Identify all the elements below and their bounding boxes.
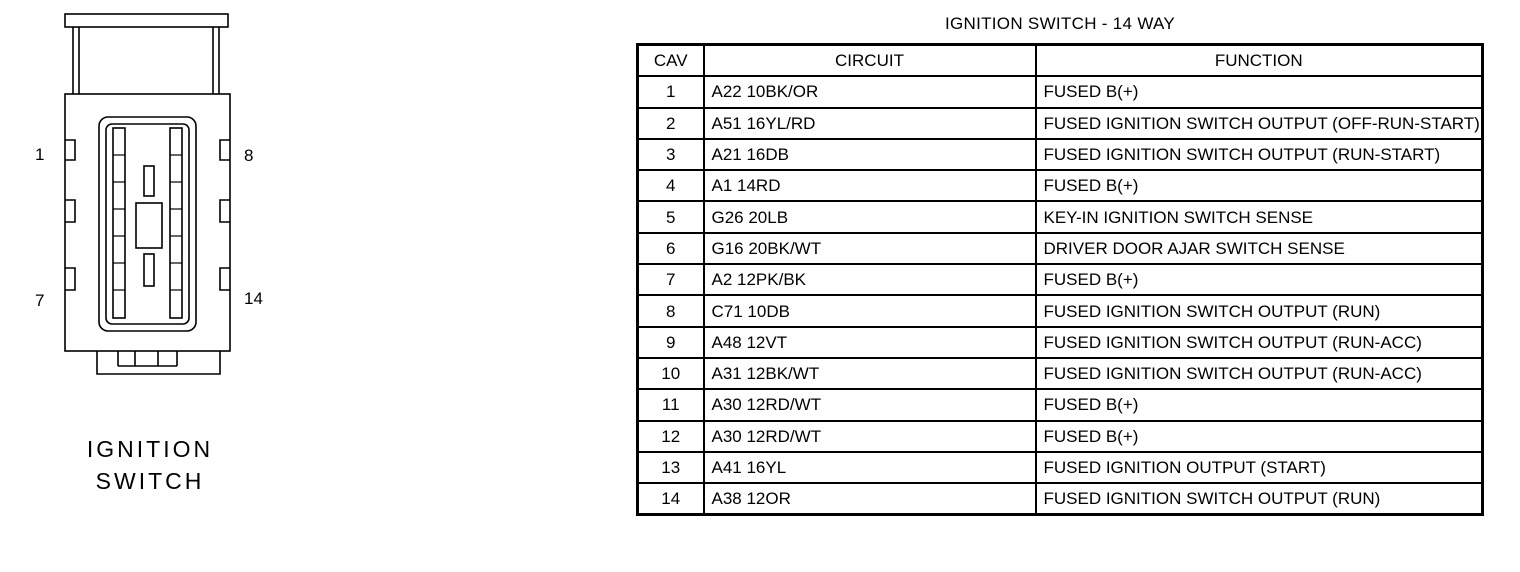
table-row — [638, 201, 1483, 232]
table-row — [638, 264, 1483, 295]
function-cell: FUSED IGNITION SWITCH OUTPUT (RUN) — [1036, 295, 1483, 326]
table-row — [638, 108, 1483, 139]
circuit-cell: A22 10BK/OR — [704, 76, 1036, 107]
table-row — [638, 452, 1483, 483]
cav-cell: 7 — [638, 264, 704, 295]
table-row — [638, 170, 1483, 201]
cav-cell: 8 — [638, 295, 704, 326]
table-header-row — [638, 45, 1483, 77]
ignition-switch-connector-drawing — [0, 0, 320, 400]
connector-name-line2: SWITCH — [95, 468, 205, 494]
table-row — [638, 327, 1483, 358]
circuit-cell: A51 16YL/RD — [704, 108, 1036, 139]
function-cell: FUSED B(+) — [1036, 170, 1483, 201]
header-function: FUNCTION — [1036, 45, 1483, 77]
table-row — [638, 358, 1483, 389]
circuit-cell: A30 12RD/WT — [704, 389, 1036, 420]
function-cell: FUSED B(+) — [1036, 76, 1483, 107]
circuit-cell: A1 14RD — [704, 170, 1036, 201]
cav-cell: 2 — [638, 108, 704, 139]
cav-cell: 10 — [638, 358, 704, 389]
pin-label-8: 8 — [244, 146, 254, 165]
pinout-table — [636, 43, 1484, 516]
header-cav: CAV — [638, 45, 704, 77]
function-cell: FUSED B(+) — [1036, 264, 1483, 295]
pin-label-1: 1 — [35, 145, 45, 164]
cav-cell: 1 — [638, 76, 704, 107]
table-row — [638, 139, 1483, 170]
circuit-cell: G26 20LB — [704, 201, 1036, 232]
function-cell: FUSED IGNITION SWITCH OUTPUT (RUN-START) — [1036, 139, 1483, 170]
circuit-cell: A2 12PK/BK — [704, 264, 1036, 295]
cav-cell: 3 — [638, 139, 704, 170]
cav-cell: 6 — [638, 233, 704, 264]
cav-cell: 11 — [638, 389, 704, 420]
header-circuit: CIRCUIT — [704, 45, 1036, 77]
function-cell: KEY-IN IGNITION SWITCH SENSE — [1036, 201, 1483, 232]
table-row — [638, 295, 1483, 326]
circuit-cell: A21 16DB — [704, 139, 1036, 170]
table-row — [638, 483, 1483, 515]
circuit-cell: A38 12OR — [704, 483, 1036, 515]
cav-cell: 14 — [638, 483, 704, 515]
table-row — [638, 421, 1483, 452]
table-row — [638, 389, 1483, 420]
function-cell: FUSED IGNITION SWITCH OUTPUT (OFF-RUN-START) — [1036, 108, 1483, 139]
function-cell: FUSED IGNITION SWITCH OUTPUT (RUN-ACC) — [1036, 358, 1483, 389]
circuit-cell: A31 12BK/WT — [704, 358, 1036, 389]
cav-cell: 9 — [638, 327, 704, 358]
circuit-cell: G16 20BK/WT — [704, 233, 1036, 264]
circuit-cell: A48 12VT — [704, 327, 1036, 358]
cav-cell: 4 — [638, 170, 704, 201]
circuit-cell: A30 12RD/WT — [704, 421, 1036, 452]
cav-cell: 13 — [638, 452, 704, 483]
function-cell: FUSED B(+) — [1036, 389, 1483, 420]
table-title: IGNITION SWITCH - 14 WAY — [944, 14, 1176, 33]
pin-label-7: 7 — [35, 291, 45, 310]
function-cell: FUSED IGNITION OUTPUT (START) — [1036, 452, 1483, 483]
function-cell: DRIVER DOOR AJAR SWITCH SENSE — [1036, 233, 1483, 264]
cav-cell: 5 — [638, 201, 704, 232]
cav-cell: 12 — [638, 421, 704, 452]
pin-label-14: 14 — [244, 289, 263, 308]
function-cell: FUSED B(+) — [1036, 421, 1483, 452]
connector-name-line1: IGNITION — [86, 436, 214, 462]
circuit-cell: A41 16YL — [704, 452, 1036, 483]
table-row — [638, 233, 1483, 264]
function-cell: FUSED IGNITION SWITCH OUTPUT (RUN-ACC) — [1036, 327, 1483, 358]
table-row — [638, 76, 1483, 107]
circuit-cell: C71 10DB — [704, 295, 1036, 326]
function-cell: FUSED IGNITION SWITCH OUTPUT (RUN) — [1036, 483, 1483, 515]
